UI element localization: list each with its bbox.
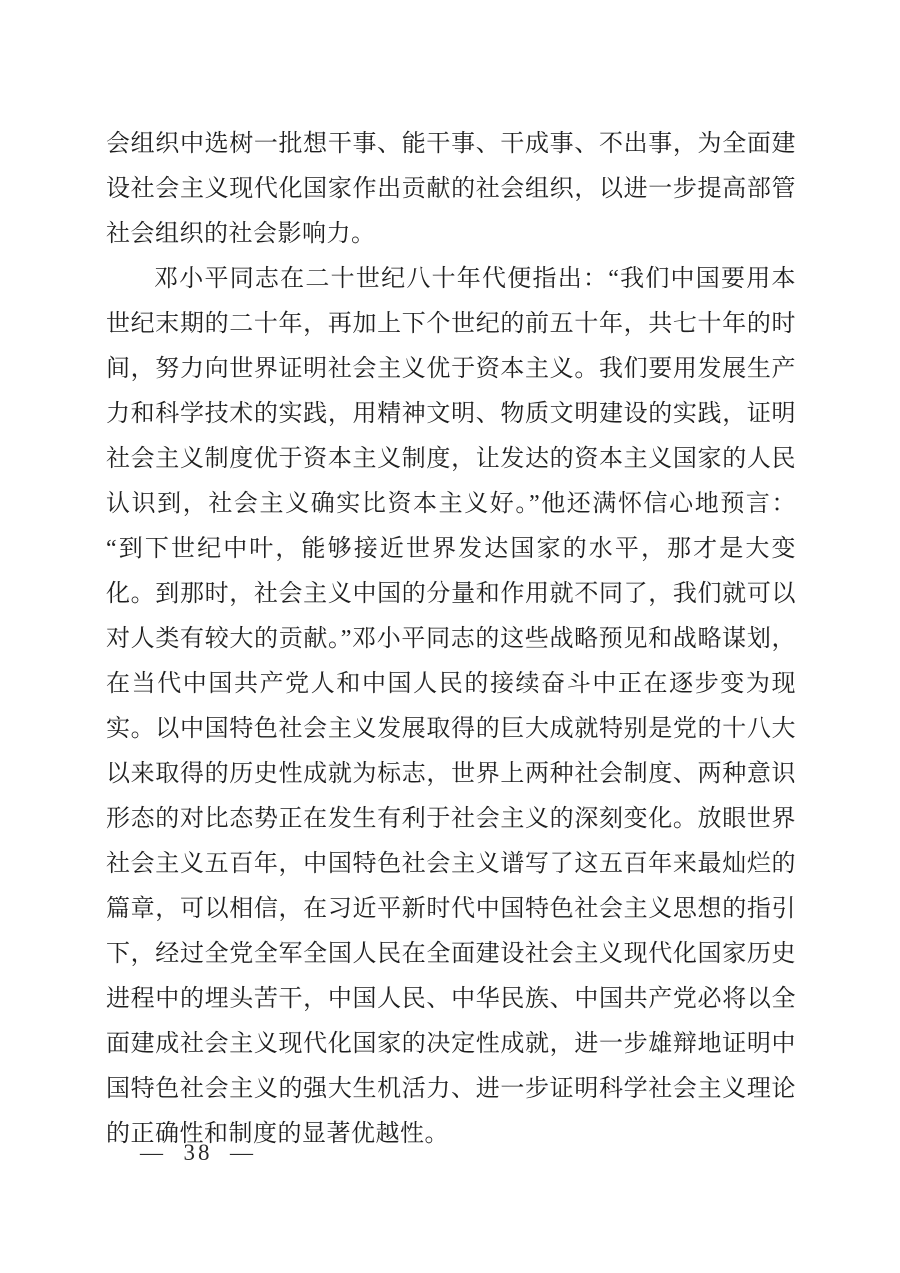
paragraph: 会组织中选树一批想干事、能干事、干成事、不出事，为全面建设社会主义现代化国家作出贡献的社会组织，以进一步提高部管社会组织的社会影响力。 — [106, 131, 796, 247]
page-number: — 38 — — [140, 1140, 256, 1165]
document-body — [106, 122, 796, 1157]
paragraph: 邓小平同志在二十世纪八十年代便指出：“我们中国要用本世纪末期的二十年，再加上下个世纪的前五十年，共七十年的时间，努力向世界证明社会主义优于资本主义。我们要用发展生产力和科学技术的实践，用精神文明、物质文明建设的实践，证明社会主义制度优于资本主义制度，让发达的资本主义国家的人民认识到，社会主义确实比资本主义好。”他还满怀信心地预言：“到下世纪中叶，能够接近世界发达国家的水平，那才是大变化。到那时，社会主义中国的分量和作用就不同了，我们就可以对人类有较大的贡献。”邓小平同志的这些战略预见和战略谋划，在当代中国共产党人和中国人民的接续奋斗中正在逐步变为现实。以中国特色社会主义发展取得的巨大成就特别是党的十八大以来取得的历史性成就为标志，世界上两种社会制度、两种意识形态的对比态势正在发生有利于社会主义的深刻变化。放眼世界社会主义五百年，中国特色社会主义谱写了这五百年来最灿烂的篇章，可以相信，在习近平新时代中国特色社会主义思想的指引下，经过全党全军全国人民在全面建设社会主义现代化国家历史进程中的埋头苦干，中国人民、中华民族、中国共产党必将以全面建成社会主义现代化国家的决定性成就，进一步雄辩地证明中国特色社会主义的强大生机活力、进一步证明科学社会主义理论的正确性和制度的显著优越性。 — [106, 266, 796, 1147]
